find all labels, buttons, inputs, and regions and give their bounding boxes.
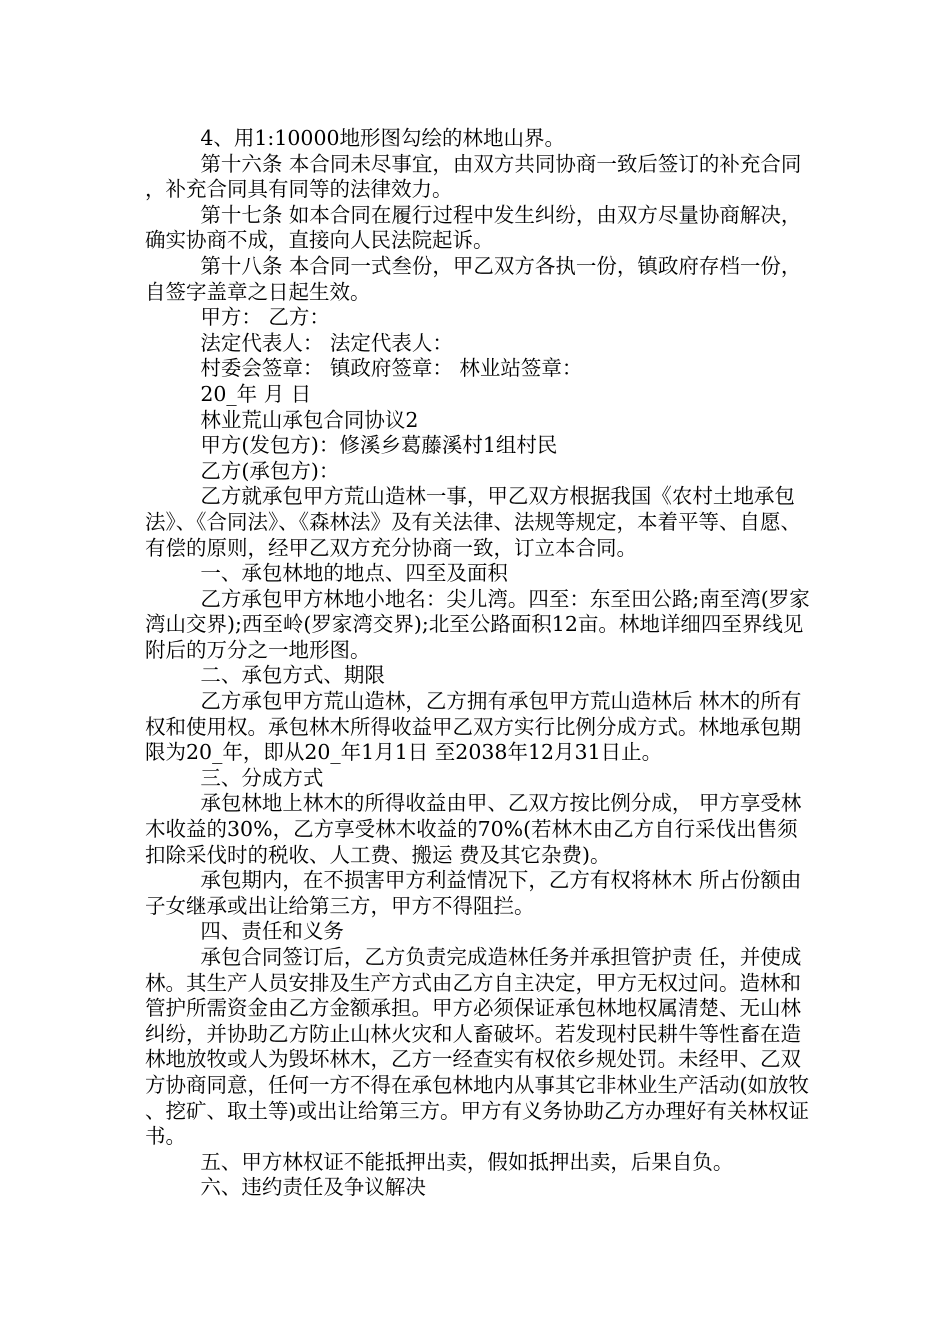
paragraph: 承包林地上林木的所得收益由甲、乙双方按比例分成， 甲方享受林木收益的30%，乙方享受林木收益的70%(若林木由乙方自行采伐出售须扣除采伐时的税收、人工费、搬运 费及其它杂费)。 — [145, 791, 802, 867]
paragraph: 4、用1:10000地形图勾绘的林地山界。 — [200, 126, 566, 150]
date-line: 20_年 月 日 — [200, 381, 312, 406]
section-heading: 一、承包林地的地点、四至及面积 — [200, 561, 508, 586]
paragraph: 承包期内，在不损害甲方利益情况下，乙方有权将林木 所占份额由子女继承或出让给第三方，甲方不得阻拦。 — [145, 868, 802, 918]
signature-line: 村委会签章： 镇政府签章： 林业站签章： — [200, 356, 583, 381]
section-heading: 六、违约责任及争议解决 — [200, 1175, 426, 1200]
party-line: 甲方(发包方)：修溪乡葛藤溪村1组村民 — [200, 433, 558, 458]
paragraph: 承包合同签订后，乙方负责完成造林任务并承担管护责 任，并使成林。其生产人员安排及生产方式由乙方自主决定，甲方无权过问。造林和管护所需资金由乙方金额承担。甲方必须保证承包林地权属清楚、无山林纠纷，并协助乙方防止山林火灾和人畜破坏。若发现村民耕牛等性畜在造林地放牧或人为毁坏林木，乙方一经查实有权依乡规处罚。未经甲、乙双方协商同意，任何一方不得在承包林地内从事其它非林业生产活动(如放牧、挖矿、取土等)或出让给第三方。甲方有义务协助乙方办理好有关林权证书。 — [145, 945, 809, 1149]
document-body — [145, 126, 810, 1201]
paragraph: 乙方承包甲方林地小地名：尖儿湾。四至：东至田公路;南至湾(罗家湾山交界);西至岭(罗家湾交界);北至公路面积12亩。林地详细四至界线见附后的万分之一地形图。 — [145, 586, 810, 662]
signature-line: 甲方： 乙方： — [200, 305, 330, 330]
paragraph: 第十八条 本合同一式叁份，甲乙双方各执一份，镇政府存档一份，自签字盖章之日起生效。 — [145, 253, 802, 304]
paragraph: 第十六条 本合同未尽事宜，由双方共同协商一致后签订的补充合同，补充合同具有同等的法律效力。 — [145, 151, 802, 202]
section-heading: 三、分成方式 — [200, 765, 324, 790]
section-heading: 二、承包方式、期限 — [200, 663, 385, 688]
paragraph: 乙方承包甲方荒山造林，乙方拥有承包甲方荒山造林后 林木的所有权和使用权。承包林木所得收益甲乙双方实行比例分成方式。林地承包期限为20_年，即从20_年1月1日 至2038年12月31日止。 — [145, 689, 802, 765]
party-line: 乙方(承包方)： — [200, 458, 340, 483]
paragraph: 五、甲方林权证不能抵押出卖，假如抵押出卖，后果自负。 — [200, 1149, 734, 1174]
paragraph: 乙方就承包甲方荒山造林一事，甲乙双方根据我国《农村土地承包法》、《合同法》、《森林法》及有关法律、法规等规定，本着平等、自愿、有偿的原则，经甲乙双方充分协商一致，订立本合同。 — [145, 484, 801, 560]
signature-line: 法定代表人： 法定代表人： — [200, 330, 453, 355]
paragraph: 第十七条 如本合同在履行过程中发生纠纷，由双方尽量协商解决，确实协商不成，直接向人民法院起诉。 — [145, 202, 802, 253]
document-heading: 林业荒山承包合同协议2 — [200, 407, 419, 432]
section-heading: 四、责任和义务 — [200, 919, 344, 944]
